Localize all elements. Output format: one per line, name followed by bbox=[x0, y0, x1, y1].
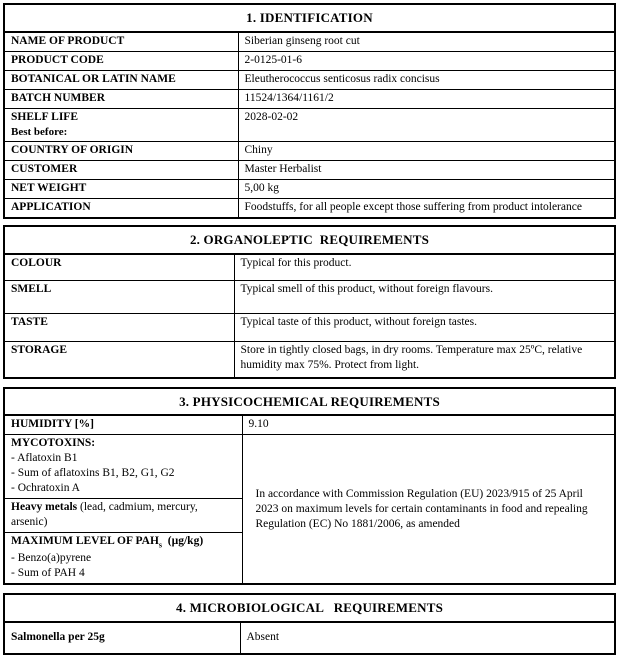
table-row bbox=[4, 594, 615, 622]
table-row bbox=[4, 179, 615, 198]
table-row bbox=[4, 4, 615, 32]
mycotoxins-cell bbox=[4, 435, 242, 499]
table-row bbox=[4, 281, 615, 314]
row-value-salmonella: Absent bbox=[240, 622, 615, 654]
row-value-colour: Typical for this product. bbox=[234, 254, 615, 281]
row-value-product-code: 2-0125-01-6 bbox=[238, 51, 615, 70]
heavy-metals-label: Heavy metals bbox=[11, 501, 78, 514]
row-label-customer: CUSTOMER bbox=[4, 160, 238, 179]
pahs-cell bbox=[4, 532, 242, 584]
section-title-identification: 1. IDENTIFICATION bbox=[4, 4, 615, 32]
pahs-item: - Sum of PAH 4 bbox=[11, 566, 85, 579]
microbiological-table bbox=[3, 593, 616, 655]
regulation-note: In accordance with Commission Regulation (EU) 2023/915 of 25 April 2023 on maximum levels for certain contaminants in food and repealing Regulation (EC) No 1881/2006, as amended bbox=[255, 488, 588, 530]
table-row bbox=[4, 435, 615, 499]
row-label-country-of-origin: COUNTRY OF ORIGIN bbox=[4, 141, 238, 160]
table-row bbox=[4, 160, 615, 179]
heavy-metals-cell bbox=[4, 499, 242, 533]
row-value-humidity: 9.10 bbox=[242, 415, 615, 434]
row-label-shelf-life bbox=[4, 108, 238, 141]
row-label-name-of-product: NAME OF PRODUCT bbox=[4, 32, 238, 51]
section-gap bbox=[3, 379, 616, 387]
mycotoxins-item: - Sum of aflatoxins B1, B2, G1, G2 bbox=[11, 467, 175, 480]
row-label-batch-number: BATCH NUMBER bbox=[4, 89, 238, 108]
table-row bbox=[4, 70, 615, 89]
row-value-name-of-product: Siberian ginseng root cut bbox=[238, 32, 615, 51]
identification-table bbox=[3, 3, 616, 219]
shelf-life-label: SHELF LIFE bbox=[11, 110, 78, 123]
section-gap bbox=[3, 585, 616, 593]
table-row bbox=[4, 89, 615, 108]
table-row bbox=[4, 141, 615, 160]
row-value-storage: Store in tightly closed bags, in dry rooms. Temperature max 25ºC, relative humidity max 75%. Protect from light. bbox=[234, 342, 615, 378]
table-row bbox=[4, 226, 615, 254]
mycotoxins-heading: MYCOTOXINS: bbox=[11, 437, 96, 450]
physicochemical-table bbox=[3, 387, 616, 586]
row-label-application: APPLICATION bbox=[4, 198, 238, 217]
best-before-label: Best before: bbox=[11, 125, 68, 138]
row-value-batch-number: 11524/1364/1161/2 bbox=[238, 89, 615, 108]
row-value-shelf-life: 2028-02-02 bbox=[238, 108, 615, 141]
row-value-taste: Typical taste of this product, without foreign tastes. bbox=[234, 314, 615, 342]
table-row bbox=[4, 108, 615, 141]
row-label-colour: COLOUR bbox=[4, 254, 234, 281]
row-label-smell: SMELL bbox=[4, 281, 234, 314]
section-title-organoleptic: 2. ORGANOLEPTIC REQUIREMENTS bbox=[4, 226, 615, 254]
table-row bbox=[4, 622, 615, 654]
table-row bbox=[4, 254, 615, 281]
section-title-physicochemical: 3. PHYSICOCHEMICAL REQUIREMENTS bbox=[4, 388, 615, 416]
mycotoxins-item: - Ochratoxin A bbox=[11, 482, 80, 495]
pahs-heading: MAXIMUM LEVEL OF $PAH_s$ (µg/kg) bbox=[11, 534, 204, 550]
row-label-product-code: PRODUCT CODE bbox=[4, 51, 238, 70]
row-value-application: Foodstuffs, for all people except those suffering from product intolerance bbox=[238, 198, 615, 217]
regulation-note-cell bbox=[242, 435, 615, 585]
table-row bbox=[4, 415, 615, 434]
row-label-humidity: HUMIDITY [%] bbox=[4, 415, 242, 434]
row-label-botanical-name: BOTANICAL OR LATIN NAME bbox=[4, 70, 238, 89]
section-title-microbiological: 4. MICROBIOLOGICAL REQUIREMENTS bbox=[4, 594, 615, 622]
table-row bbox=[4, 51, 615, 70]
organoleptic-table bbox=[3, 225, 616, 379]
row-label-net-weight: NET WEIGHT bbox=[4, 179, 238, 198]
table-row bbox=[4, 198, 615, 217]
row-value-net-weight: 5,00 kg bbox=[238, 179, 615, 198]
heavy-metals-detail: (lead, cadmium, mercury, arsenic) bbox=[11, 501, 201, 529]
row-label-salmonella: Salmonella per 25g bbox=[4, 622, 240, 654]
pahs-subscript: s bbox=[158, 540, 163, 550]
row-value-botanical-name: Eleutherococcus senticosus radix concisus bbox=[238, 70, 615, 89]
table-row bbox=[4, 32, 615, 51]
row-value-customer: Master Herbalist bbox=[238, 160, 615, 179]
pahs-item: - Benzo(a)pyrene bbox=[11, 551, 92, 564]
mycotoxins-item: - Aflatoxin B1 bbox=[11, 452, 78, 465]
table-row bbox=[4, 314, 615, 342]
table-row bbox=[4, 388, 615, 416]
row-value-smell: Typical smell of this product, without foreign flavours. bbox=[234, 281, 615, 314]
row-label-storage: STORAGE bbox=[4, 342, 234, 378]
row-label-taste: TASTE bbox=[4, 314, 234, 342]
table-row bbox=[4, 342, 615, 378]
row-value-country-of-origin: Chiny bbox=[238, 141, 615, 160]
